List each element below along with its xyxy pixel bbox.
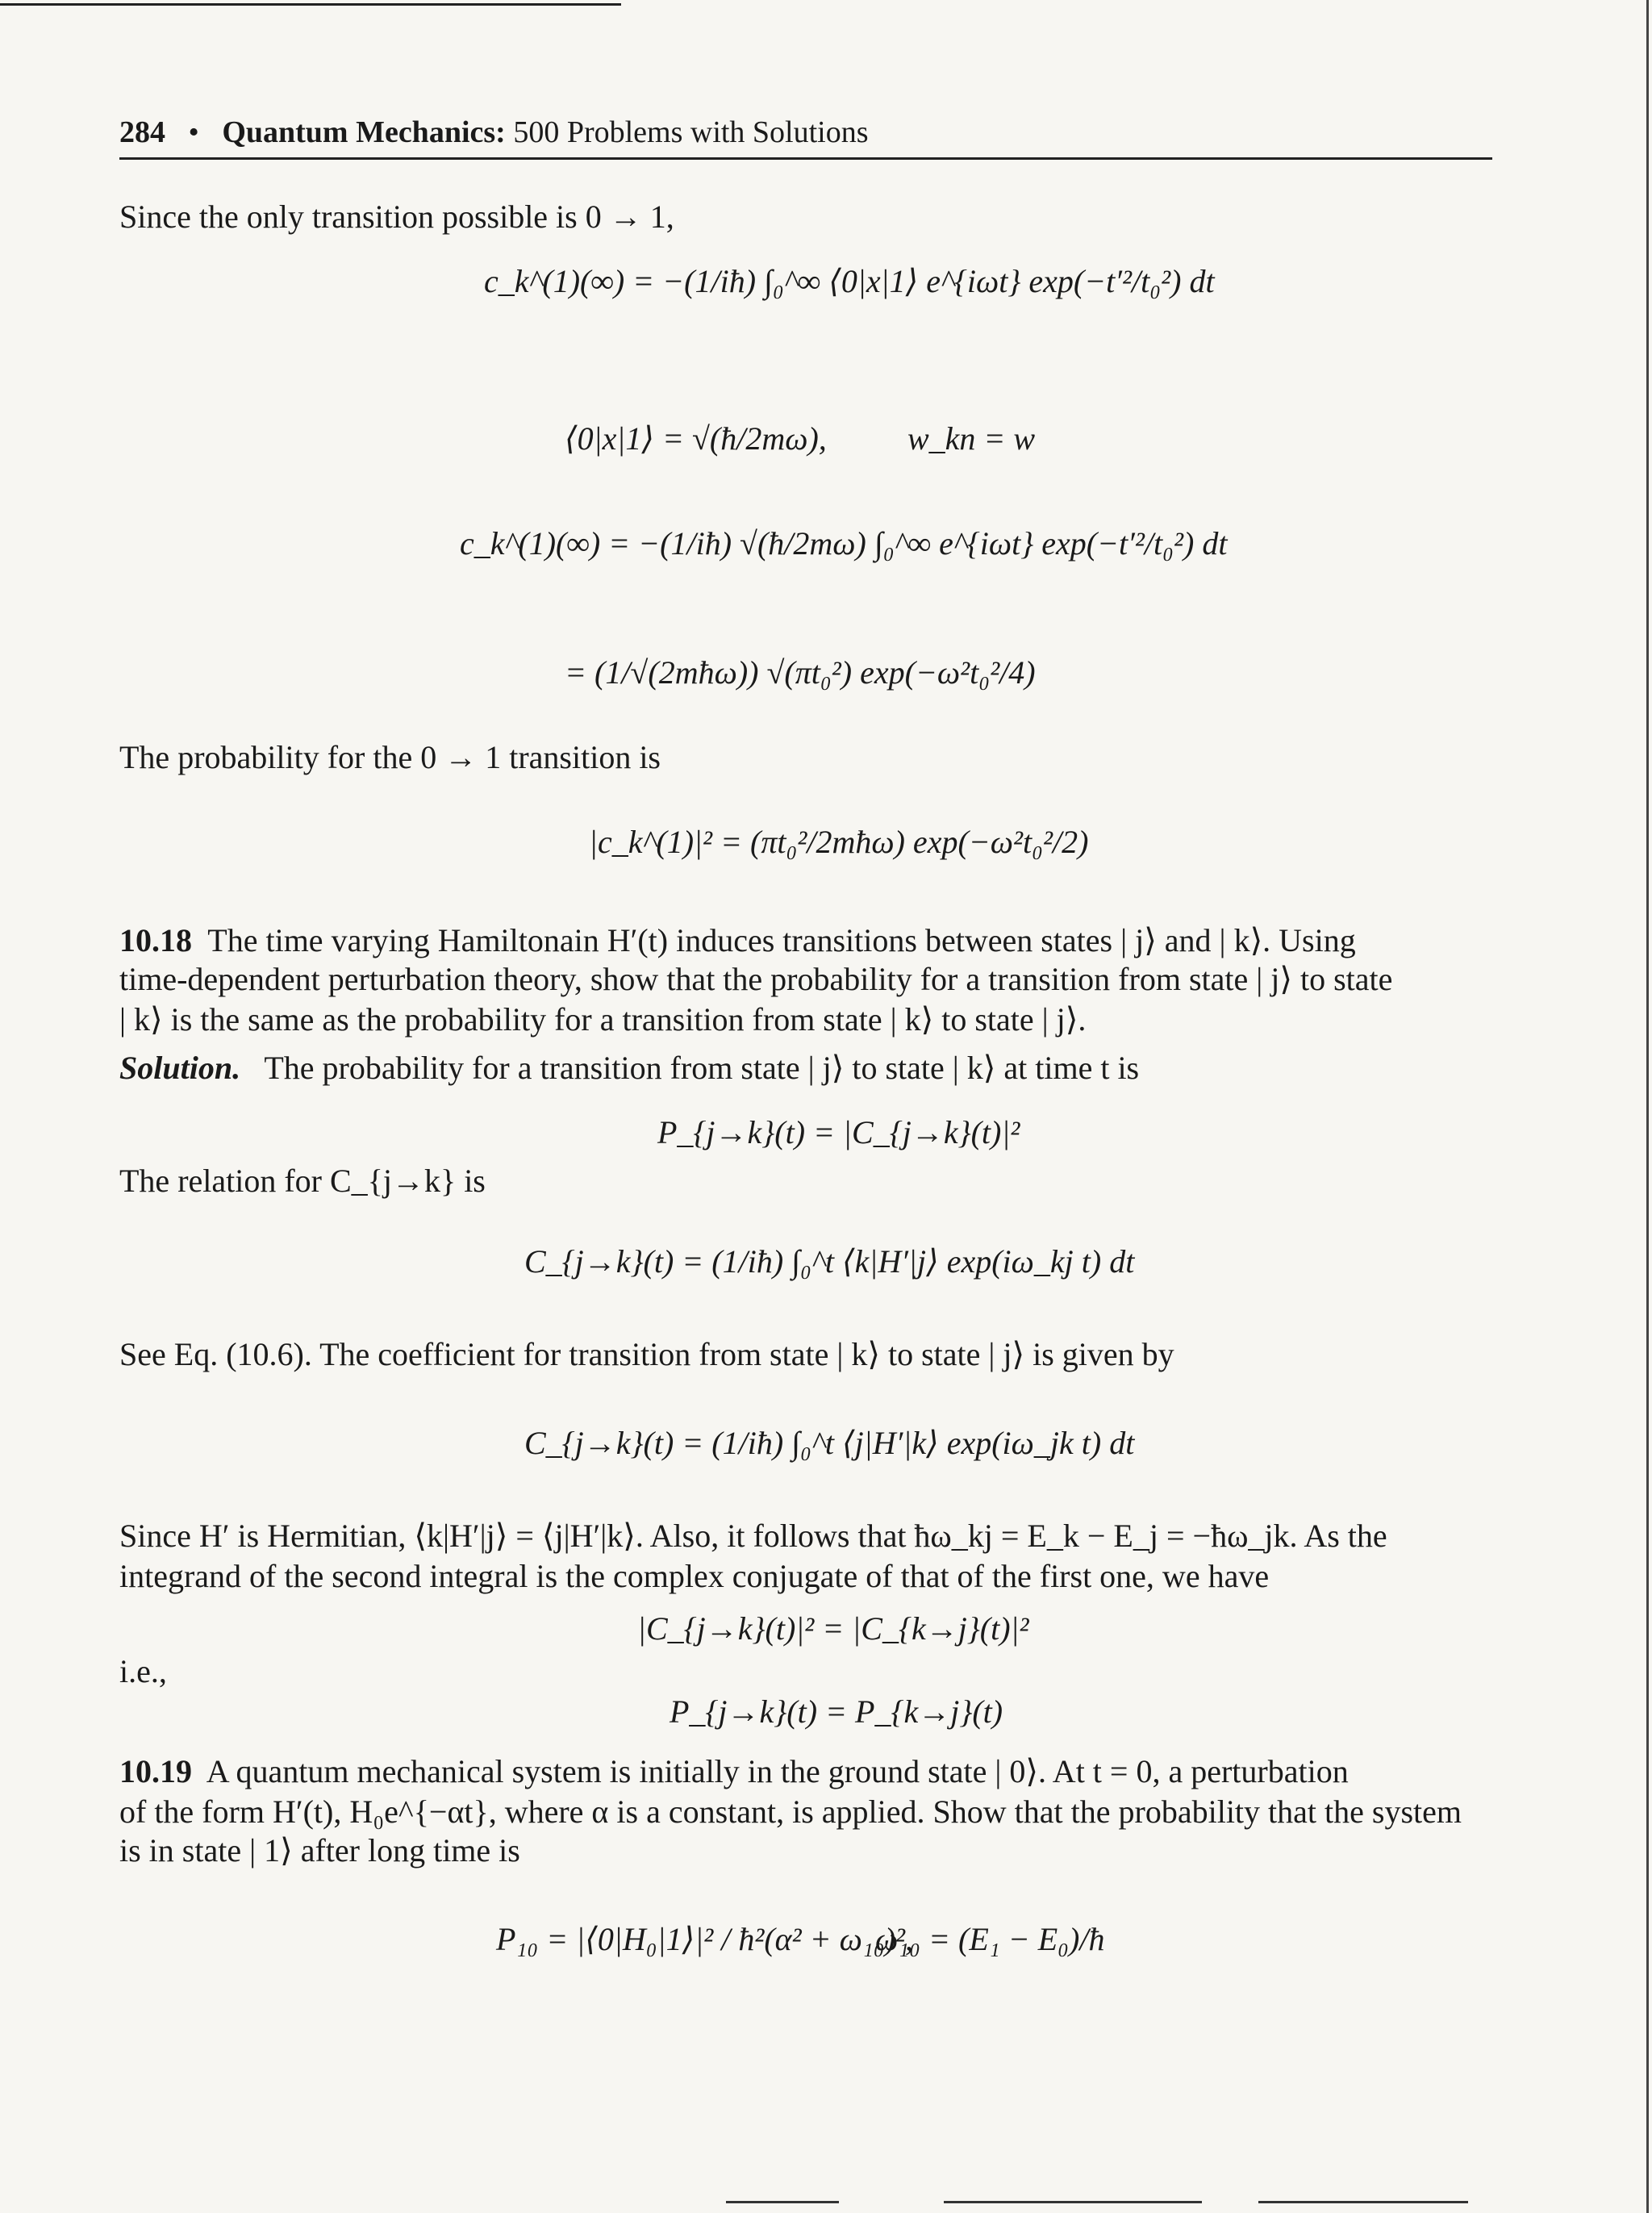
- equation-11b: ω₁₀ = (E₁ − E₀)/ħ: [875, 1921, 1105, 1957]
- hermitian-line-1: Since H′ is Hermitian, ⟨k|H′|j⟩ = ⟨j|H′|k⟩. Also, it follows that ħω_kj = E_k − E_j = −ħω_jk. As the: [119, 1518, 1387, 1554]
- equation-2a: ⟨0|x|1⟩ = √(ħ/2mω),: [565, 420, 827, 457]
- see-equation-text: See Eq. (10.6). The coefficient for transition from state | k⟩ to state | j⟩ is given by: [119, 1336, 1174, 1372]
- problem-10-19-number: 10.19: [119, 1753, 192, 1789]
- equation-6: P_{j→k}(t) = |C_{j→k}(t)|²: [657, 1114, 1020, 1150]
- book-subtitle: 500 Problems with Solutions: [513, 115, 869, 149]
- scan-bottom-mark-3: [1258, 2201, 1468, 2203]
- equation-11a: P₁₀ = |⟨0|H₀|1⟩|² / ħ²(α² + ω₁₀)²,: [496, 1921, 913, 1957]
- book-title: Quantum Mechanics:: [222, 115, 506, 149]
- scan-bottom-mark-2: [944, 2201, 1202, 2203]
- intro-text: Since the only transition possible is 0 → 1,: [119, 198, 674, 235]
- scan-bottom-mark-1: [726, 2201, 839, 2203]
- ie-text: i.e.,: [119, 1653, 167, 1689]
- hermitian-line-2: integrand of the second integral is the complex conjugate of that of the first one, we have: [119, 1558, 1270, 1594]
- scan-right-edge: [1646, 0, 1649, 2213]
- equation-10: P_{j→k}(t) = P_{k→j}(t): [670, 1693, 1003, 1730]
- header-bullet: •: [188, 115, 199, 149]
- problem-10-18-line-1: 10.18 The time varying Hamiltonain H′(t) induces transitions between states | j⟩ and | k⟩. Using: [119, 922, 1356, 958]
- running-header: [119, 115, 1491, 150]
- scan-top-line: [0, 3, 621, 6]
- equation-4: = (1/√(2mħω)) √(πt₀²) exp(−ω²t₀²/4): [565, 654, 1036, 691]
- equation-9: |C_{j→k}(t)|² = |C_{k→j}(t)|²: [637, 1610, 1029, 1647]
- relation-text: The relation for C_{j→k} is: [119, 1163, 486, 1199]
- solution-line: Solution. The probability for a transition from state | j⟩ to state | k⟩ at time t is: [119, 1050, 1140, 1086]
- problem-10-19-line-1: 10.19 A quantum mechanical system is initially in the ground state | 0⟩. At t = 0, a perturbation: [119, 1753, 1349, 1789]
- equation-5: |c_k^(1)|² = (πt₀²/2mħω) exp(−ω²t₀²/2): [589, 824, 1089, 860]
- header-rule: [119, 157, 1492, 160]
- equation-3: c_k^(1)(∞) = −(1/iħ) √(ħ/2mω) ∫₀^∞ e^{iωt} exp(−t′²/t₀²) dt: [460, 525, 1228, 562]
- page-number: 284: [119, 115, 165, 149]
- problem-10-19-line-3: is in state | 1⟩ after long time is: [119, 1832, 520, 1869]
- probability-text: The probability for the 0 → 1 transition is: [119, 739, 661, 775]
- equation-2b: w_kn = w: [907, 420, 1036, 457]
- problem-10-18-number: 10.18: [119, 922, 192, 958]
- problem-10-18-line-2: time-dependent perturbation theory, show that the probability for a transition from state | j⟩ to state: [119, 961, 1393, 997]
- equation-8: C_{j→k}(t) = (1/iħ) ∫₀^t ⟨j|H′|k⟩ exp(iω_jk t) dt: [524, 1425, 1135, 1461]
- problem-10-19-line-2: of the form H′(t), H₀e^{−αt}, where α is a constant, is applied. Show that the probability that the system: [119, 1793, 1462, 1830]
- solution-label: Solution.: [119, 1050, 241, 1086]
- equation-1: c_k^(1)(∞) = −(1/iħ) ∫₀^∞ ⟨0|x|1⟩ e^{iωt} exp(−t′²/t₀²) dt: [484, 263, 1215, 299]
- problem-10-18-line-3: | k⟩ is the same as the probability for a transition from state | k⟩ to state | j⟩.: [119, 1001, 1087, 1038]
- equation-7: C_{j→k}(t) = (1/iħ) ∫₀^t ⟨k|H′|j⟩ exp(iω_kj t) dt: [524, 1243, 1135, 1280]
